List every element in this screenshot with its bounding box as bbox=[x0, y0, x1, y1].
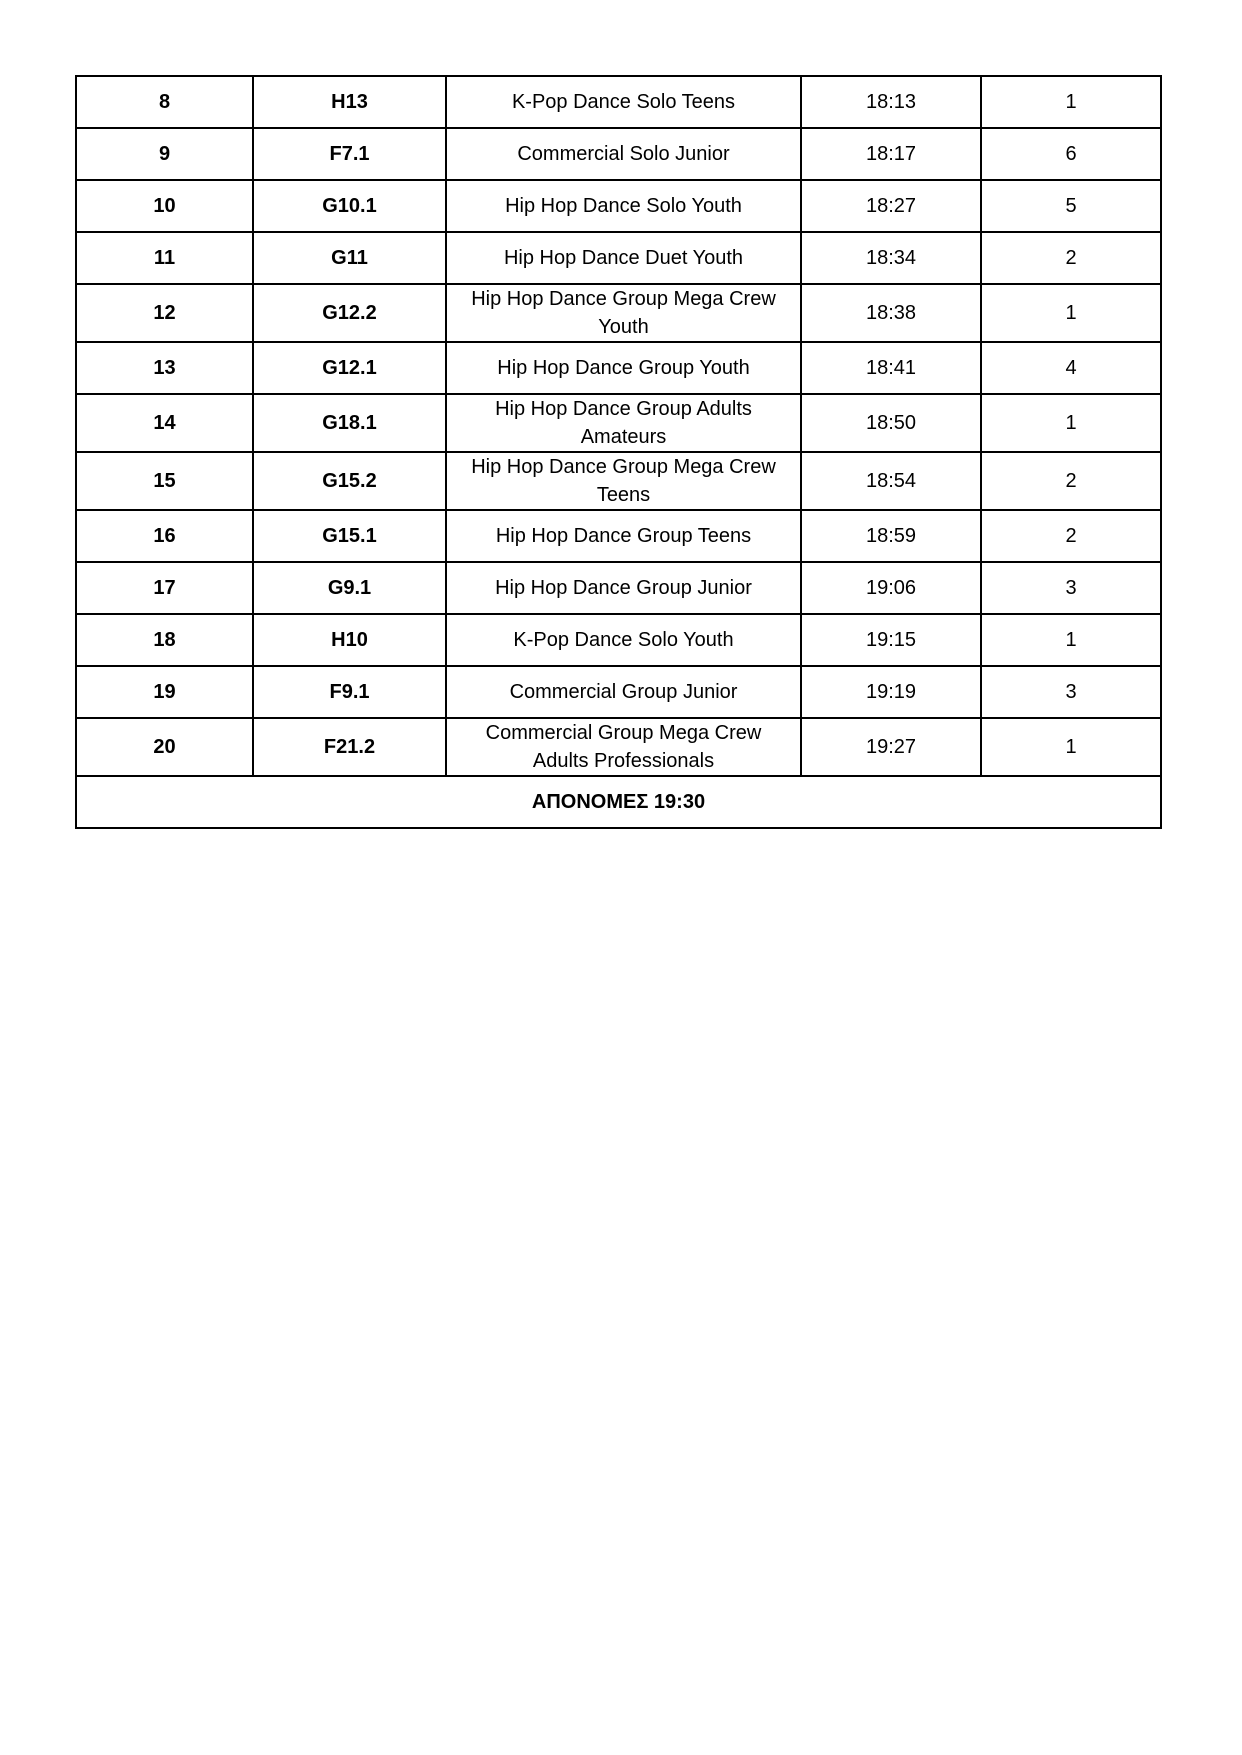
category-name: K-Pop Dance Solo Youth bbox=[446, 614, 801, 666]
table-row bbox=[76, 452, 1161, 510]
entry-number: 12 bbox=[76, 284, 253, 342]
table-row bbox=[76, 510, 1161, 562]
category-code: F9.1 bbox=[253, 666, 446, 718]
participant-count: 3 bbox=[981, 562, 1161, 614]
schedule-table bbox=[75, 75, 1162, 829]
participant-count: 3 bbox=[981, 666, 1161, 718]
table-row bbox=[76, 562, 1161, 614]
table-row bbox=[76, 718, 1161, 776]
entry-number: 20 bbox=[76, 718, 253, 776]
category-name: K-Pop Dance Solo Teens bbox=[446, 76, 801, 128]
awards-ceremony-label: ΑΠΟΝΟΜΕΣ 19:30 bbox=[76, 776, 1161, 828]
participant-count: 2 bbox=[981, 232, 1161, 284]
category-code: G12.2 bbox=[253, 284, 446, 342]
category-name: Commercial Solo Junior bbox=[446, 128, 801, 180]
participant-count: 2 bbox=[981, 510, 1161, 562]
category-name: Hip Hop Dance Duet Youth bbox=[446, 232, 801, 284]
category-code: F21.2 bbox=[253, 718, 446, 776]
category-code: H13 bbox=[253, 76, 446, 128]
table-row bbox=[76, 76, 1161, 128]
category-code: G10.1 bbox=[253, 180, 446, 232]
category-name: Hip Hop Dance Group Junior bbox=[446, 562, 801, 614]
start-time: 18:17 bbox=[801, 128, 981, 180]
table-row bbox=[76, 614, 1161, 666]
participant-count: 2 bbox=[981, 452, 1161, 510]
entry-number: 10 bbox=[76, 180, 253, 232]
start-time: 18:50 bbox=[801, 394, 981, 452]
start-time: 18:59 bbox=[801, 510, 981, 562]
category-code: G15.1 bbox=[253, 510, 446, 562]
entry-number: 16 bbox=[76, 510, 253, 562]
category-name: Commercial Group Mega Crew Adults Professionals bbox=[446, 718, 801, 776]
entry-number: 8 bbox=[76, 76, 253, 128]
entry-number: 14 bbox=[76, 394, 253, 452]
table-row bbox=[76, 180, 1161, 232]
participant-count: 1 bbox=[981, 718, 1161, 776]
participant-count: 5 bbox=[981, 180, 1161, 232]
start-time: 18:38 bbox=[801, 284, 981, 342]
category-name: Commercial Group Junior bbox=[446, 666, 801, 718]
start-time: 18:27 bbox=[801, 180, 981, 232]
entry-number: 15 bbox=[76, 452, 253, 510]
category-name: Hip Hop Dance Group Mega Crew Youth bbox=[446, 284, 801, 342]
category-name: Hip Hop Dance Group Adults Amateurs bbox=[446, 394, 801, 452]
category-code: H10 bbox=[253, 614, 446, 666]
start-time: 19:15 bbox=[801, 614, 981, 666]
category-name: Hip Hop Dance Group Teens bbox=[446, 510, 801, 562]
table-row bbox=[76, 284, 1161, 342]
category-code: F7.1 bbox=[253, 128, 446, 180]
entry-number: 9 bbox=[76, 128, 253, 180]
category-name: Hip Hop Dance Solo Youth bbox=[446, 180, 801, 232]
table-row bbox=[76, 128, 1161, 180]
start-time: 19:06 bbox=[801, 562, 981, 614]
category-name: Hip Hop Dance Group Mega Crew Teens bbox=[446, 452, 801, 510]
table-footer-row bbox=[76, 776, 1161, 828]
category-code: G15.2 bbox=[253, 452, 446, 510]
category-code: G12.1 bbox=[253, 342, 446, 394]
participant-count: 1 bbox=[981, 394, 1161, 452]
entry-number: 18 bbox=[76, 614, 253, 666]
participant-count: 1 bbox=[981, 284, 1161, 342]
participant-count: 4 bbox=[981, 342, 1161, 394]
start-time: 19:19 bbox=[801, 666, 981, 718]
category-code: G18.1 bbox=[253, 394, 446, 452]
entry-number: 17 bbox=[76, 562, 253, 614]
table-row bbox=[76, 232, 1161, 284]
participant-count: 6 bbox=[981, 128, 1161, 180]
start-time: 18:41 bbox=[801, 342, 981, 394]
entry-number: 11 bbox=[76, 232, 253, 284]
table-row bbox=[76, 394, 1161, 452]
entry-number: 13 bbox=[76, 342, 253, 394]
category-code: G9.1 bbox=[253, 562, 446, 614]
participant-count: 1 bbox=[981, 76, 1161, 128]
entry-number: 19 bbox=[76, 666, 253, 718]
category-code: G11 bbox=[253, 232, 446, 284]
start-time: 18:34 bbox=[801, 232, 981, 284]
start-time: 18:13 bbox=[801, 76, 981, 128]
category-name: Hip Hop Dance Group Youth bbox=[446, 342, 801, 394]
start-time: 18:54 bbox=[801, 452, 981, 510]
participant-count: 1 bbox=[981, 614, 1161, 666]
start-time: 19:27 bbox=[801, 718, 981, 776]
table-row bbox=[76, 342, 1161, 394]
table-row bbox=[76, 666, 1161, 718]
